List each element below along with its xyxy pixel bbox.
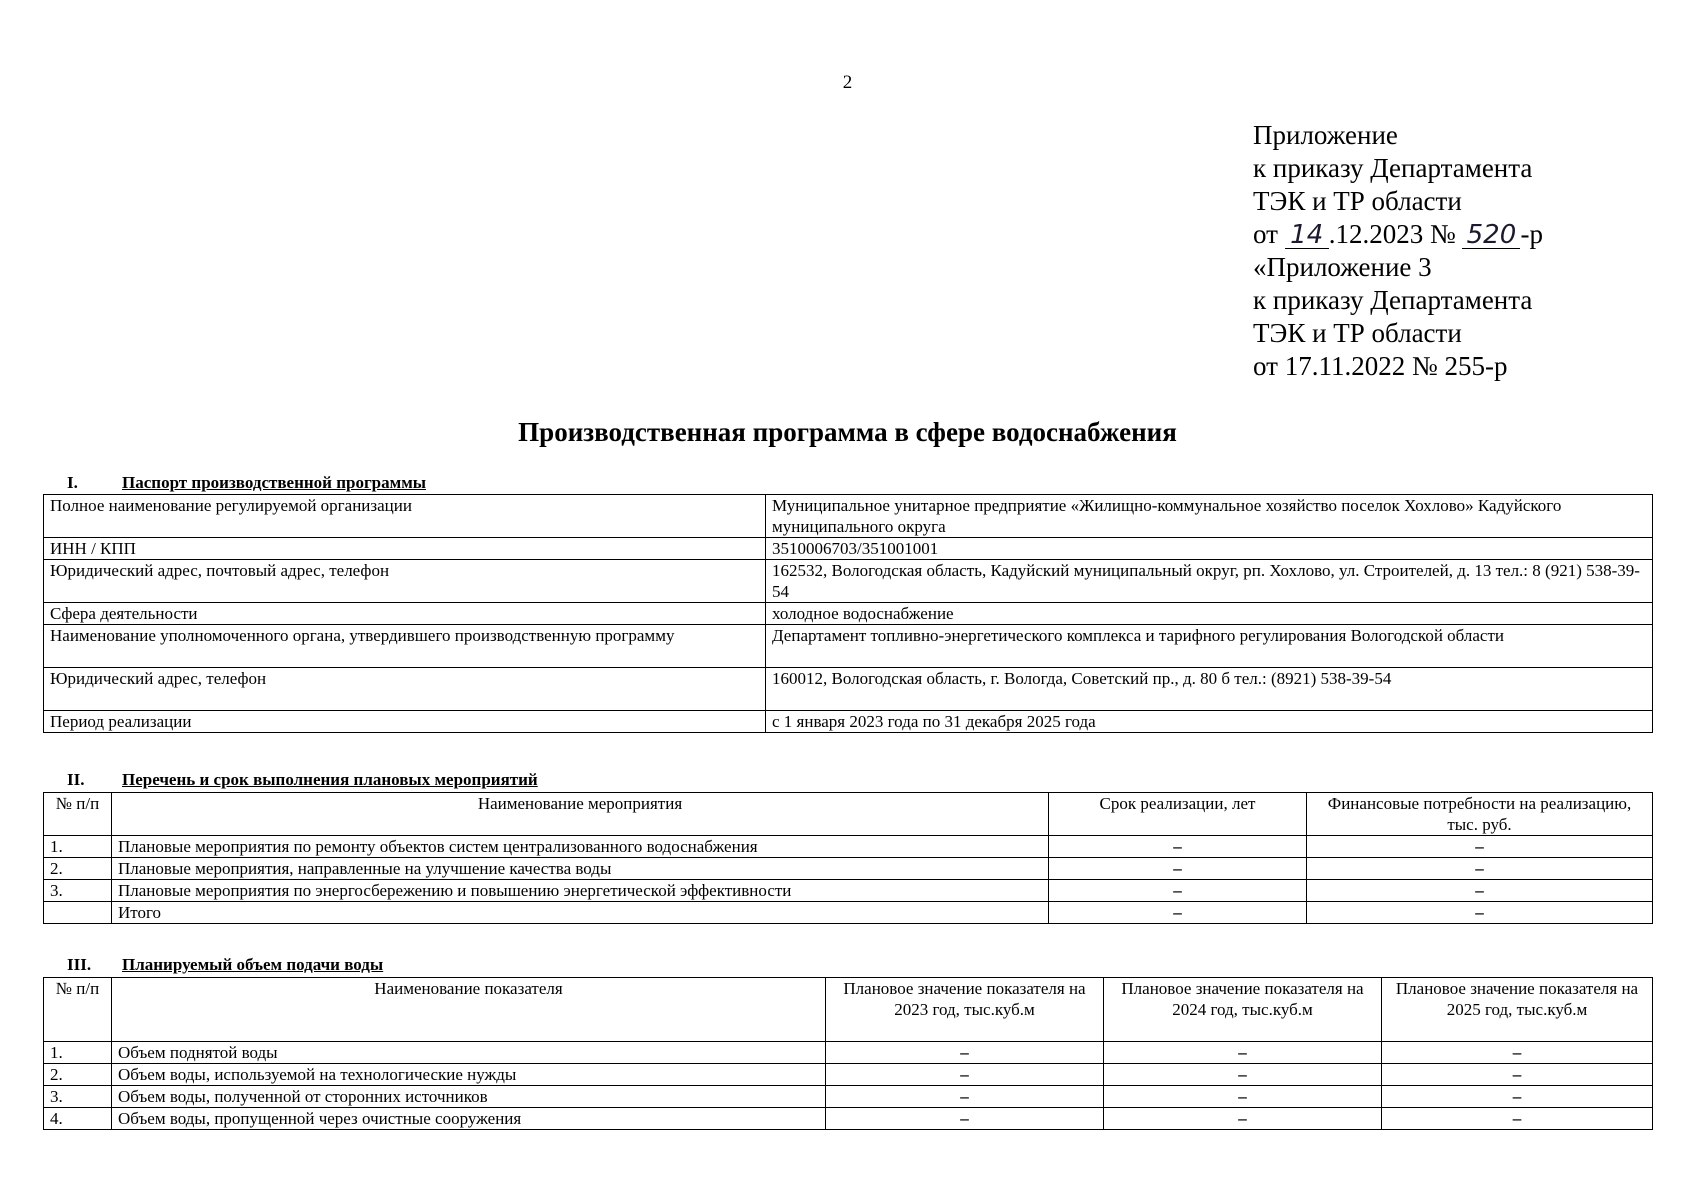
row-num: 3. [44,880,112,902]
appendix-line: от 17.11.2022 № 255-р [1253,351,1508,381]
table-row [44,1108,1653,1130]
section-3-heading [67,955,383,975]
row-name: Плановые мероприятия, направленные на улучшение качества воды [112,858,1049,880]
row-2024: – [1104,1086,1382,1108]
row-num: 3. [44,1086,112,1108]
row-num: 2. [44,1064,112,1086]
row-term: – [1049,880,1307,902]
row-2023: – [826,1086,1104,1108]
row-2025: – [1382,1042,1653,1064]
section-number: I. [67,473,78,492]
passport-label: Юридический адрес, телефон [44,668,766,711]
appendix-date-line [1253,218,1543,251]
passport-value: Муниципальное унитарное предприятие «Жилищно-коммунальное хозяйство поселок Хохлово» Кадуйского муниципального округа [766,495,1653,538]
row-name: Итого [112,902,1049,924]
row-name: Плановые мероприятия по ремонту объектов систем централизованного водоснабжения [112,836,1049,858]
passport-value: 3510006703/351001001 [766,538,1653,560]
row-finance: – [1307,880,1653,902]
appendix-line: «Приложение 3 [1253,252,1432,282]
table-row [44,858,1653,880]
passport-label: Наименование уполномоченного органа, утвердившего производственную программу [44,625,766,668]
row-finance: – [1307,902,1653,924]
row-num: 1. [44,1042,112,1064]
passport-value: с 1 января 2023 года по 31 декабря 2025 года [766,711,1653,733]
row-2024: – [1104,1108,1382,1130]
table-row [44,711,1653,733]
appendix-date-suffix: -р [1520,219,1543,249]
row-term: – [1049,858,1307,880]
row-2024: – [1104,1042,1382,1064]
water-volume-table [43,977,1653,1130]
passport-value: 162532, Вологодская область, Кадуйский муниципальный округ, рп. Хохлово, ул. Строителей, д. 13 тел.: 8 (921) 538-39-54 [766,560,1653,603]
table-row [44,625,1653,668]
header-finance: Финансовые потребности на реализацию, тыс. руб. [1307,793,1653,836]
row-2025: – [1382,1108,1653,1130]
passport-value: холодное водоснабжение [766,603,1653,625]
row-2025: – [1382,1064,1653,1086]
section-number: II. [67,770,85,789]
section-number: III. [67,955,92,974]
row-term: – [1049,836,1307,858]
header-term: Срок реализации, лет [1049,793,1307,836]
row-num: 2. [44,858,112,880]
appendix-line: к приказу Департамента [1253,153,1533,183]
table-header-row [44,793,1653,836]
passport-label: ИНН / КПП [44,538,766,560]
section-1-heading [67,473,426,493]
section-title: Перечень и срок выполнения плановых мероприятий [122,770,538,789]
table-row [44,560,1653,603]
passport-value: Департамент топливно-энергетического комплекса и тарифного регулирования Вологодской области [766,625,1653,668]
table-row [44,1086,1653,1108]
table-row [44,1064,1653,1086]
appendix-date-mid: .12.2023 № [1328,219,1456,249]
row-2023: – [826,1064,1104,1086]
measures-table [43,792,1653,924]
row-name: Плановые мероприятия по энергосбережению и повышению энергетической эффективности [112,880,1049,902]
row-num [44,902,112,924]
passport-label: Юридический адрес, почтовый адрес, телефон [44,560,766,603]
appendix-date-prefix: от [1253,219,1278,249]
header-name: Наименование мероприятия [112,793,1049,836]
row-name: Объем воды, полученной от сторонних источников [112,1086,826,1108]
page-number: 2 [842,72,853,93]
row-2025: – [1382,1086,1653,1108]
table-row [44,603,1653,625]
section-title: Паспорт производственной программы [122,473,427,492]
appendix-line: к приказу Департамента [1253,285,1533,315]
table-row [44,836,1653,858]
passport-label: Период реализации [44,711,766,733]
row-finance: – [1307,858,1653,880]
passport-value: 160012, Вологодская область, г. Вологда, Советский пр., д. 80 б тел.: (8921) 538-39-54 [766,668,1653,711]
row-2024: – [1104,1064,1382,1086]
table-row [44,668,1653,711]
table-row [44,1042,1653,1064]
handwritten-day: 14 [1285,222,1329,249]
header-name: Наименование показателя [112,978,826,1042]
appendix-line: Приложение [1253,120,1398,150]
section-2-heading [67,770,538,790]
table-row [44,495,1653,538]
appendix-line: ТЭК и ТР области [1253,186,1462,216]
passport-table [43,494,1653,733]
passport-label: Сфера деятельности [44,603,766,625]
section-title: Планируемый объем подачи воды [122,955,384,974]
header-num: № п/п [44,793,112,836]
row-2023: – [826,1108,1104,1130]
header-2025: Плановое значение показателя на 2025 год, тыс.куб.м [1382,978,1653,1042]
table-row [44,880,1653,902]
header-num: № п/п [44,978,112,1042]
row-name: Объем воды, используемой на технологические нужды [112,1064,826,1086]
row-2023: – [826,1042,1104,1064]
header-2024: Плановое значение показателя на 2024 год, тыс.куб.м [1104,978,1382,1042]
table-row-total [44,902,1653,924]
row-name: Объем поднятой воды [112,1042,826,1064]
row-name: Объем воды, пропущенной через очистные сооружения [112,1108,826,1130]
header-2023: Плановое значение показателя на 2023 год, тыс.куб.м [826,978,1104,1042]
row-term: – [1049,902,1307,924]
table-header-row [44,978,1653,1042]
appendix-block [1253,119,1543,383]
row-num: 4. [44,1108,112,1130]
row-num: 1. [44,836,112,858]
appendix-line: ТЭК и ТР области [1253,318,1462,348]
document-title: Производственная программа в сфере водоснабжения [518,417,1177,447]
passport-label: Полное наименование регулируемой организации [44,495,766,538]
handwritten-order-number: 520 [1462,222,1520,249]
row-finance: – [1307,836,1653,858]
table-row [44,538,1653,560]
